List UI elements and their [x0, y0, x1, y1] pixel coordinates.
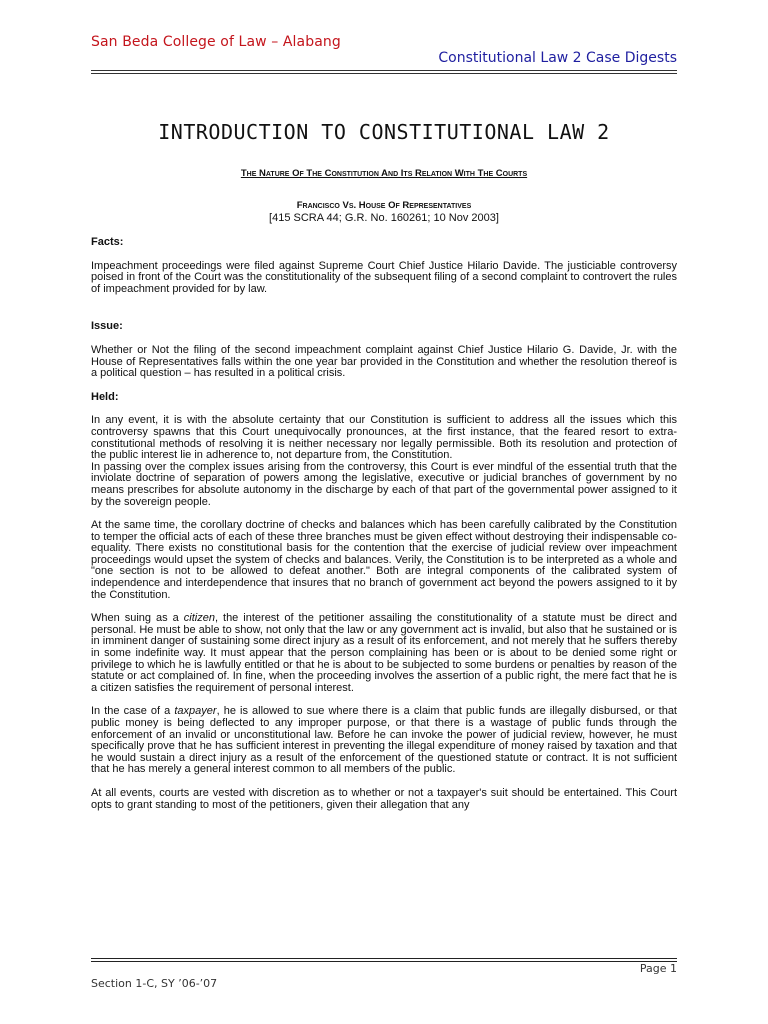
held-paragraph-4: When suing as a citizen, the interest of the petitioner assailing the constitutionality of a statute must be direct and personal. He must be able to show, not only that the law or any government act is invalid, but also that he sustained or is in imminent danger of sustaining some direct injury as a result of its enforcement, and not merely that he suffers thereby in some indefinite way. It must appear that the person complaining has been or is about to be denied some right or privilege to which he is lawfully entitled or that he is about to be subjected to some burdens or penalties by reason of the statute or act complained of. In fine, when the proceeding involves the assertion of a public right, the mere fact that he is a citizen satisfies the requirement of personal interest. [91, 612, 677, 694]
held-label: Held: [91, 390, 119, 403]
page-title: INTRODUCTION TO CONSTITUTIONAL LAW 2 [158, 120, 610, 144]
header-rule [91, 70, 677, 74]
header-course: Constitutional Law 2 Case Digests [438, 50, 677, 66]
facts-paragraph: Impeachment proceedings were filed against Supreme Court Chief Justice Hilario Davide. The justiciable controversy poised in front of the Court was the constitutionality of the subsequent filing of a second complaint to controvert the rules of impeachment provided for by law. [91, 259, 677, 295]
issue-paragraph: Whether or Not the filing of the second impeachment complaint against Chief Justice Hilario G. Davide, Jr. with the House of Representatives falls within the one year bar provided in the Constitution and whether the resolution thereof is a political question – has resulted in a political crisis. [91, 343, 677, 380]
facts-label: Facts: [91, 236, 124, 248]
footer-section: Section 1-C, SY ’06-’07 [91, 977, 218, 990]
section-subtitle: The Nature Of The Constitution And Its Relation With The Courts [240, 168, 528, 179]
case-citation: [415 SCRA 44; G.R. No. 160261; 10 Nov 2003] [269, 212, 499, 224]
footer-rule [91, 958, 677, 962]
held-paragraph-1: In any event, it is with the absolute certainty that our Constitution is sufficient to address all the issues which this controversy spawns that this Court unequivocally pronounces, at the first instance, that the feared resort to extra-constitutional methods of resolving it is neither necessary nor legally permissible. Both its resolution and protection of the public interest lie in adherence to, not departure from, the Constitution. [91, 414, 677, 462]
held-paragraph-5: In the case of a taxpayer, he is allowed to sue where there is a claim that public funds are illegally disbursed, or that public money is being deflected to any improper purpose, or that there is a wastage of public funds through the enforcement of an invalid or unconstitutional law. Before he can invoke the power of judicial review, however, he must specifically prove that he has sufficient interest in preventing the illegal expenditure of money raised by taxation and that he would sustain a direct injury as a result of the enforcement of the questioned statute or contract. It is not sufficient that he has merely a general interest common to all members of the public. [91, 705, 677, 776]
header-school: San Beda College of Law – Alabang [91, 34, 341, 50]
taxpayer-emphasis: taxpayer [174, 705, 217, 718]
held-paragraph-3: At the same time, the corollary doctrine of checks and balances which has been carefully calibrated by the Constitution to temper the official acts of each of these three branches must be given effect without destroying their indispensable co-equality. There exists no constitutional basis for the contention that the exercise of judicial review over impeachment proceedings would upset the system of checks and balances. Verily, the Constitution is to be interpreted as a whole and "one section is not to be allowed to defeat another." Both are integral components of the calibrated system of independence and interdependence that insures that no branch of government act beyond the powers assigned to it by the Constitution. [91, 519, 677, 601]
issue-label: Issue: [91, 320, 123, 333]
case-name: Francisco Vs. House Of Representatives [296, 200, 472, 211]
page-number: Page 1 [639, 962, 677, 975]
held-paragraph-2: In passing over the complex issues arising from the controversy, this Court is ever mindful of the essential truth that the inviolate doctrine of separation of powers among the legislative, executive or judicial branches of government by no means prescribes for absolute autonomy in the discharge by each of that part of the governmental power assigned to it by the sovereign people. [91, 460, 677, 508]
held-paragraph-6: At all events, courts are vested with discretion as to whether or not a taxpayer's suit should be entertained. This Court opts to grant standing to most of the petitioners, given their allegation that any [91, 786, 677, 811]
citizen-emphasis: citizen [183, 612, 215, 625]
document-body [91, 237, 677, 811]
